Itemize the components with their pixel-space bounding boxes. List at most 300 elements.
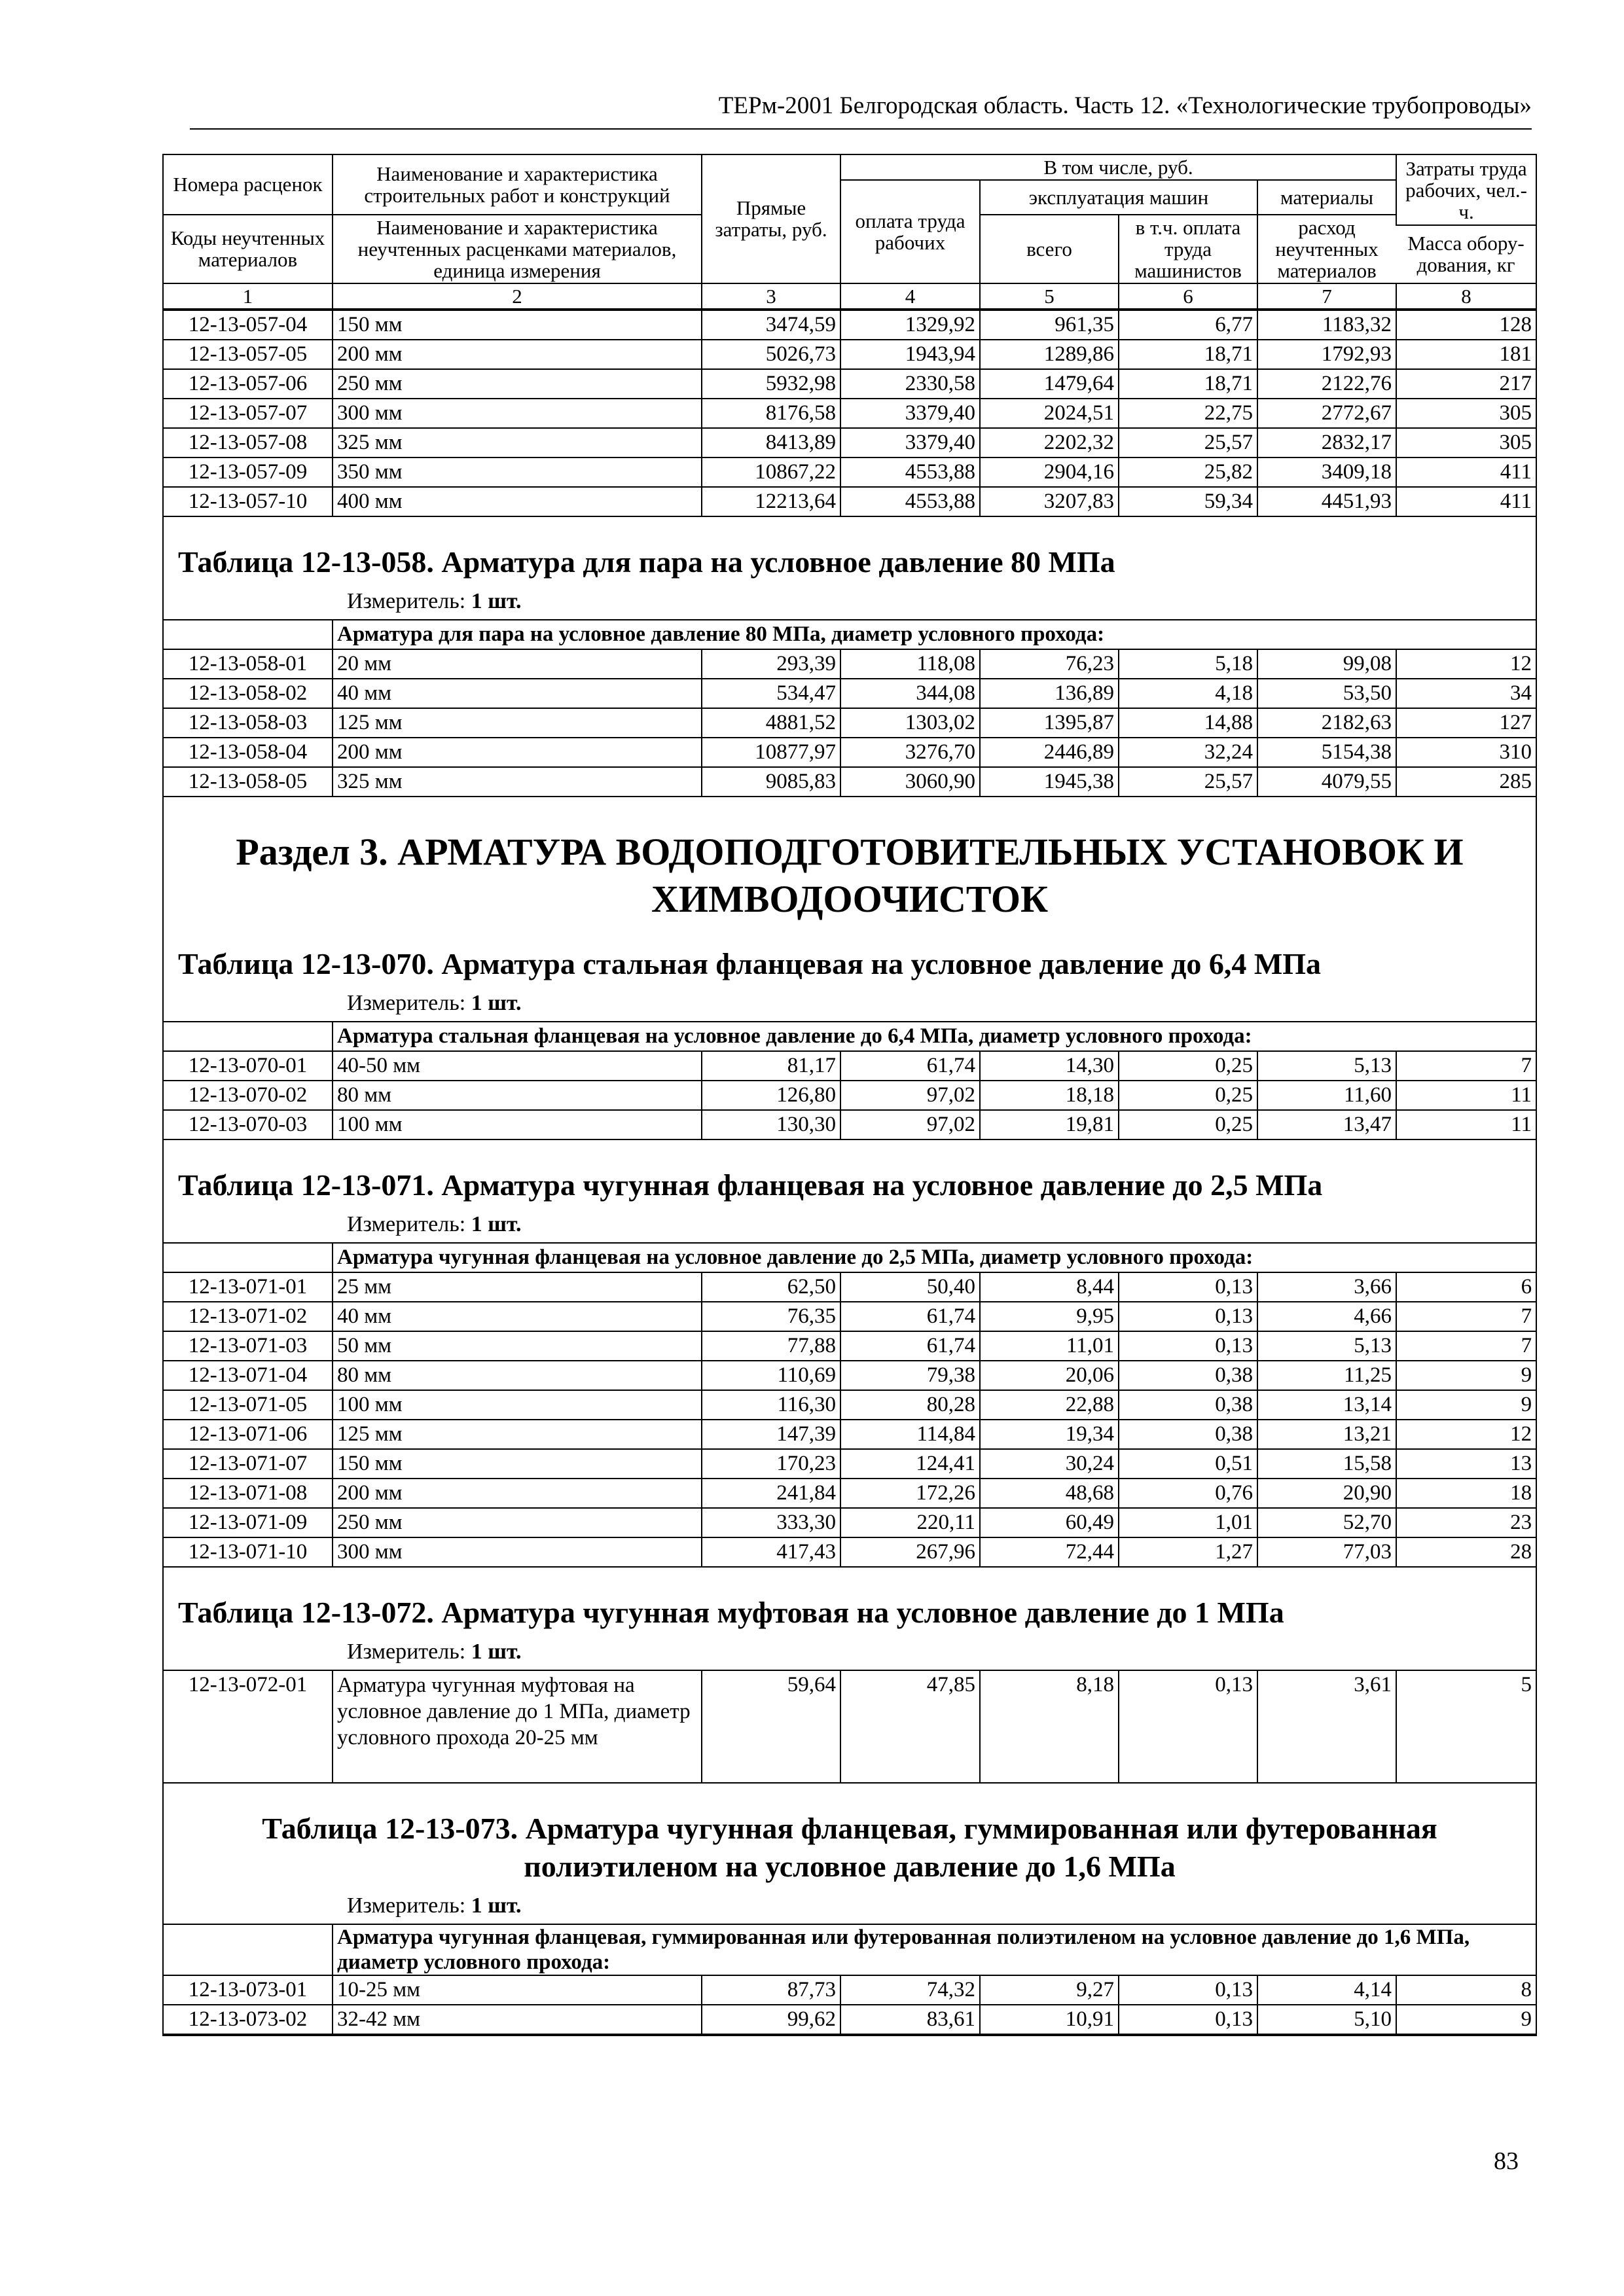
machinist-pay: 32,24: [1119, 738, 1257, 767]
labor-pay: 97,02: [840, 1081, 980, 1110]
rate-description: 32-42 мм: [333, 2005, 702, 2034]
column-number-row: [164, 283, 1536, 309]
labor-pay: 3379,40: [840, 428, 980, 457]
direct-costs: 77,88: [702, 1331, 840, 1361]
materials-cost: 3,61: [1257, 1670, 1396, 1783]
labor-hours: 9: [1396, 2005, 1536, 2034]
direct-costs: 130,30: [702, 1110, 840, 1139]
labor-hours: 5: [1396, 1670, 1536, 1783]
rate-description: 80 мм: [333, 1081, 702, 1110]
rate-code: 12-13-057-10: [164, 487, 333, 516]
subheader-row: [164, 1243, 1536, 1272]
machines-total: 18,18: [980, 1081, 1119, 1110]
section-3-title: Раздел 3. АРМАТУРА ВОДОПОДГОТОВИТЕЛЬНЫХ УСТАНОВОК И ХИМВОДООЧИСТОК: [236, 830, 1464, 920]
materials-cost: 4,66: [1257, 1302, 1396, 1331]
table-row: [164, 1331, 1536, 1361]
table-070: [164, 1021, 1536, 1140]
machinist-pay: 25,57: [1119, 428, 1257, 457]
labor-pay: 3379,40: [840, 399, 980, 428]
labor-pay: 50,40: [840, 1272, 980, 1302]
rate-code: 12-13-071-04: [164, 1361, 333, 1390]
labor-hours: 7: [1396, 1331, 1536, 1361]
materials-cost: 2832,17: [1257, 428, 1396, 457]
direct-costs: 10867,22: [702, 457, 840, 487]
direct-costs: 534,47: [702, 679, 840, 708]
labor-pay: 47,85: [840, 1670, 980, 1783]
machinist-pay: 0,25: [1119, 1110, 1257, 1139]
machines-total: 9,95: [980, 1302, 1119, 1331]
machines-total: 19,81: [980, 1110, 1119, 1139]
materials-cost: 13,47: [1257, 1110, 1396, 1139]
direct-costs: 8176,58: [702, 399, 840, 428]
direct-costs: 99,62: [702, 2005, 840, 2034]
measure-label: Измеритель:: [347, 1893, 466, 1918]
machinist-pay: 25,82: [1119, 457, 1257, 487]
machines-total: 961,35: [980, 310, 1119, 340]
machinist-pay: 4,18: [1119, 679, 1257, 708]
rate-code: 12-13-073-01: [164, 1975, 333, 2005]
measure-label: Измеритель:: [347, 990, 466, 1015]
table-073-title-line2: полиэтиленом на условное давление до 1,6 МПа: [524, 1849, 1176, 1883]
machinist-pay: 1,01: [1119, 1508, 1257, 1537]
machinist-pay: 0,38: [1119, 1420, 1257, 1449]
rate-code: 12-13-071-05: [164, 1390, 333, 1420]
labor-hours: 8: [1396, 1975, 1536, 2005]
column-number: 2: [333, 283, 702, 309]
rate-description: 200 мм: [333, 738, 702, 767]
page-number: 83: [1494, 2147, 1519, 2175]
machinist-pay: 0,13: [1119, 2005, 1257, 2034]
materials-cost: 2772,67: [1257, 399, 1396, 428]
machinist-pay: 0,13: [1119, 1975, 1257, 2005]
table-row: [164, 1670, 1536, 1783]
direct-costs: 3474,59: [702, 310, 840, 340]
machinist-pay: 0,25: [1119, 1051, 1257, 1081]
labor-hours: 23: [1396, 1508, 1536, 1537]
table-row: [164, 1081, 1536, 1110]
machines-total: 2446,89: [980, 738, 1119, 767]
direct-costs: 333,30: [702, 1508, 840, 1537]
table-row: [164, 767, 1536, 797]
table-row: [164, 428, 1536, 457]
labor-pay: 2330,58: [840, 369, 980, 399]
labor-hours: 9: [1396, 1361, 1536, 1390]
materials-cost: 1183,32: [1257, 310, 1396, 340]
machines-total: 2904,16: [980, 457, 1119, 487]
subheader-spacer: [164, 1924, 333, 1975]
direct-costs: 81,17: [702, 1051, 840, 1081]
rate-code: 12-13-071-09: [164, 1508, 333, 1537]
measure-label: Измеритель:: [347, 1639, 466, 1664]
machines-label: эксплуатация машин: [980, 180, 1257, 215]
rate-description: 300 мм: [333, 399, 702, 428]
machinist-pay: 6,77: [1119, 310, 1257, 340]
running-header: ТЕРм-2001 Белгородская область. Часть 12. «Технологические трубопроводы»: [190, 90, 1532, 130]
machinist-pay: 0,13: [1119, 1302, 1257, 1331]
materials-cost: 3,66: [1257, 1272, 1396, 1302]
direct-costs: 116,30: [702, 1390, 840, 1420]
labor-pay: 124,41: [840, 1449, 980, 1479]
machinist-pay: 22,75: [1119, 399, 1257, 428]
materials-cost: 99,08: [1257, 649, 1396, 679]
measure-value: 1 шт.: [471, 1211, 522, 1236]
machines-total: 8,44: [980, 1272, 1119, 1302]
rate-description: 300 мм: [333, 1537, 702, 1567]
table-row: [164, 1449, 1536, 1479]
rate-code: 12-13-071-10: [164, 1537, 333, 1567]
rate-code: 12-13-057-04: [164, 310, 333, 340]
direct-costs: 4881,52: [702, 708, 840, 738]
table-row: [164, 2005, 1536, 2034]
table-072-measure: [164, 1632, 1536, 1670]
direct-costs: 170,23: [702, 1449, 840, 1479]
labor-hours: 7: [1396, 1302, 1536, 1331]
direct-costs: 241,84: [702, 1479, 840, 1508]
rate-description: 125 мм: [333, 708, 702, 738]
rate-description: 350 мм: [333, 457, 702, 487]
table-row: [164, 1302, 1536, 1331]
column-number: 4: [840, 283, 980, 309]
subheader-text: Арматура чугунная фланцевая, гуммированная или футерованная полиэтиленом на условное давление до 1,6 МПа, диаметр условного прохода:: [333, 1924, 1536, 1975]
labor-pay: 267,96: [840, 1537, 980, 1567]
direct-costs: 62,50: [702, 1272, 840, 1302]
table-row: [164, 1110, 1536, 1139]
materials-cost: 20,90: [1257, 1479, 1396, 1508]
labor-pay: 61,74: [840, 1331, 980, 1361]
labor-hours: 305: [1396, 428, 1536, 457]
materials-cost: 4,14: [1257, 1975, 1396, 2005]
rate-code: 12-13-058-01: [164, 649, 333, 679]
machinist-pay: 1,27: [1119, 1537, 1257, 1567]
rate-description: 100 мм: [333, 1390, 702, 1420]
rate-description: 40-50 мм: [333, 1051, 702, 1081]
machinist-pay: 5,18: [1119, 649, 1257, 679]
column-number: 8: [1396, 283, 1536, 309]
col1-bottom-label: Коды неучтенных материалов: [164, 215, 333, 283]
table-071: [164, 1242, 1536, 1568]
column-number: 6: [1119, 283, 1257, 309]
labor-hours: 11: [1396, 1110, 1536, 1139]
rate-code: 12-13-058-03: [164, 708, 333, 738]
table-072-title: Таблица 12-13-072. Арматура чугунная муфтовая на условное давление до 1 МПа: [178, 1595, 1284, 1629]
rate-description: 250 мм: [333, 1508, 702, 1537]
materials-cost: 2182,63: [1257, 708, 1396, 738]
materials-cost: 15,58: [1257, 1449, 1396, 1479]
table-row: [164, 399, 1536, 428]
machinist-pay: 0,13: [1119, 1272, 1257, 1302]
labor-hours: 305: [1396, 399, 1536, 428]
materials-cost: 52,70: [1257, 1508, 1396, 1537]
table-row: [164, 708, 1536, 738]
labor-hours: 18: [1396, 1479, 1536, 1508]
labor-pay: 74,32: [840, 1975, 980, 2005]
machines-total: 1945,38: [980, 767, 1119, 797]
column-number: 1: [164, 283, 333, 309]
machines-total: 22,88: [980, 1390, 1119, 1420]
materials-cost: 5154,38: [1257, 738, 1396, 767]
col2-top-label: Наименование и характеристика строительных работ и конструкций: [333, 155, 702, 215]
rate-description: 10-25 мм: [333, 1975, 702, 2005]
rate-code: 12-13-071-07: [164, 1449, 333, 1479]
direct-costs: 110,69: [702, 1361, 840, 1390]
labor-hours: 9: [1396, 1390, 1536, 1420]
labor-pay: 3276,70: [840, 738, 980, 767]
machinist-pay: 14,88: [1119, 708, 1257, 738]
rate-description: 50 мм: [333, 1331, 702, 1361]
machinist-pay: 0,38: [1119, 1361, 1257, 1390]
labor-hours: 181: [1396, 340, 1536, 369]
machinist-pay: 0,13: [1119, 1331, 1257, 1361]
table-row: [164, 1508, 1536, 1537]
labor-hours: 12: [1396, 649, 1536, 679]
materials-cost: 5,10: [1257, 2005, 1396, 2034]
machines-total: 136,89: [980, 679, 1119, 708]
rate-description: 400 мм: [333, 487, 702, 516]
direct-costs: 9085,83: [702, 767, 840, 797]
materials-cost: 5,13: [1257, 1051, 1396, 1081]
rate-code: 12-13-070-03: [164, 1110, 333, 1139]
machines-total: 19,34: [980, 1420, 1119, 1449]
rate-code: 12-13-071-03: [164, 1331, 333, 1361]
machinist-pay: 25,57: [1119, 767, 1257, 797]
labor-pay: 344,08: [840, 679, 980, 708]
rate-code: 12-13-070-02: [164, 1081, 333, 1110]
machines-total: 2024,51: [980, 399, 1119, 428]
table-row: [164, 457, 1536, 487]
subheader-row: [164, 620, 1536, 649]
rate-code: 12-13-071-02: [164, 1302, 333, 1331]
machines-total-label: всего: [980, 215, 1119, 283]
rate-description: 325 мм: [333, 428, 702, 457]
materials-cost: 4079,55: [1257, 767, 1396, 797]
labor-pay: 4553,88: [840, 457, 980, 487]
table-row: [164, 310, 1536, 340]
materials-cost: 11,25: [1257, 1361, 1396, 1390]
materials-cost: 2122,76: [1257, 369, 1396, 399]
subheader-spacer: [164, 1243, 333, 1272]
direct-costs: 126,80: [702, 1081, 840, 1110]
machines-total: 14,30: [980, 1051, 1119, 1081]
table-row: [164, 649, 1536, 679]
machinist-pay: 59,34: [1119, 487, 1257, 516]
machines-total: 11,01: [980, 1331, 1119, 1361]
col3-label: Прямые затраты, руб.: [702, 155, 840, 283]
materials-cost: 13,21: [1257, 1420, 1396, 1449]
table-073: [164, 1924, 1536, 2035]
table-row: [164, 1272, 1536, 1302]
labor-hours: 217: [1396, 369, 1536, 399]
labor-hours: 310: [1396, 738, 1536, 767]
machines-total: 10,91: [980, 2005, 1119, 2034]
machines-total: 20,06: [980, 1361, 1119, 1390]
machinist-pay: 18,71: [1119, 369, 1257, 399]
table-070-measure: [164, 983, 1536, 1021]
machines-labor-label: в т.ч. оплата труда машинистов: [1119, 215, 1257, 283]
rate-code: 12-13-072-01: [164, 1670, 333, 1783]
table-row: [164, 1420, 1536, 1449]
col8-bottom-label: Масса обору- дования, кг: [1396, 225, 1536, 283]
direct-costs: 417,43: [702, 1537, 840, 1567]
rate-description: 20 мм: [333, 649, 702, 679]
table-071-title: Таблица 12-13-071. Арматура чугунная фланцевая на условное давление до 2,5 МПа: [178, 1168, 1323, 1202]
rate-description: 150 мм: [333, 1449, 702, 1479]
rate-description: 150 мм: [333, 310, 702, 340]
direct-costs: 59,64: [702, 1670, 840, 1783]
labor-pay: 61,74: [840, 1302, 980, 1331]
labor-pay: 172,26: [840, 1479, 980, 1508]
materials-cost: 13,14: [1257, 1390, 1396, 1420]
direct-costs: 8413,89: [702, 428, 840, 457]
rate-description: 80 мм: [333, 1361, 702, 1390]
rate-description: 40 мм: [333, 1302, 702, 1331]
labor-pay: 220,11: [840, 1508, 980, 1537]
machines-total: 76,23: [980, 649, 1119, 679]
document-frame: [162, 154, 1537, 2036]
labor-hours: 411: [1396, 487, 1536, 516]
direct-costs: 293,39: [702, 649, 840, 679]
table-073-measure: [164, 1886, 1536, 1924]
labor-hours: 128: [1396, 310, 1536, 340]
table-row: [164, 340, 1536, 369]
subheader-spacer: [164, 1022, 333, 1051]
machinist-pay: 0,76: [1119, 1479, 1257, 1508]
direct-costs: 5932,98: [702, 369, 840, 399]
table-row: [164, 1361, 1536, 1390]
machinist-pay: 0,25: [1119, 1081, 1257, 1110]
labor-hours: 13: [1396, 1449, 1536, 1479]
column-number: 3: [702, 283, 840, 309]
table-row: [164, 487, 1536, 516]
labor-pay: 79,38: [840, 1361, 980, 1390]
table-row: [164, 1390, 1536, 1420]
labor-label: оплата труда рабочих: [840, 180, 980, 283]
labor-pay: 1329,92: [840, 310, 980, 340]
table-row: [164, 679, 1536, 708]
rate-description: 125 мм: [333, 1420, 702, 1449]
rate-code: 12-13-070-01: [164, 1051, 333, 1081]
labor-pay: 1303,02: [840, 708, 980, 738]
col1-top-label: Номера расценок: [164, 155, 333, 215]
subheader-spacer: [164, 620, 333, 649]
rate-code: 12-13-071-06: [164, 1420, 333, 1449]
rate-code: 12-13-058-05: [164, 767, 333, 797]
rate-description: 325 мм: [333, 767, 702, 797]
materials-cost: 53,50: [1257, 679, 1396, 708]
col8-top-label: Затраты труда рабочих, чел.-ч.: [1396, 155, 1536, 225]
machines-total: 8,18: [980, 1670, 1119, 1783]
rate-code: 12-13-057-05: [164, 340, 333, 369]
subheader-text: Арматура для пара на условное давление 80 МПа, диаметр условного прохода:: [333, 620, 1536, 649]
machines-total: 2202,32: [980, 428, 1119, 457]
direct-costs: 76,35: [702, 1302, 840, 1331]
machines-total: 1289,86: [980, 340, 1119, 369]
rate-description: 200 мм: [333, 1479, 702, 1508]
direct-costs: 12213,64: [702, 487, 840, 516]
labor-hours: 127: [1396, 708, 1536, 738]
labor-pay: 80,28: [840, 1390, 980, 1420]
labor-pay: 118,08: [840, 649, 980, 679]
materials-bottom-label: расход неучтенных материалов: [1257, 215, 1396, 283]
included-label: В том числе, руб.: [840, 155, 1396, 180]
rate-description: 250 мм: [333, 369, 702, 399]
labor-hours: 34: [1396, 679, 1536, 708]
labor-pay: 114,84: [840, 1420, 980, 1449]
machines-total: 48,68: [980, 1479, 1119, 1508]
materials-cost: 3409,18: [1257, 457, 1396, 487]
labor-pay: 1943,94: [840, 340, 980, 369]
labor-hours: 411: [1396, 457, 1536, 487]
rate-code: 12-13-073-02: [164, 2005, 333, 2034]
table-058-measure: [164, 581, 1536, 619]
materials-cost: 77,03: [1257, 1537, 1396, 1567]
labor-hours: 12: [1396, 1420, 1536, 1449]
rate-code: 12-13-057-09: [164, 457, 333, 487]
rate-code: 12-13-057-08: [164, 428, 333, 457]
table-058-title: Таблица 12-13-058. Арматура для пара на условное давление 80 МПа: [178, 545, 1115, 579]
subheader-row: [164, 1022, 1536, 1051]
measure-value: 1 шт.: [471, 588, 522, 613]
labor-pay: 97,02: [840, 1110, 980, 1139]
rate-code: 12-13-058-04: [164, 738, 333, 767]
machines-total: 3207,83: [980, 487, 1119, 516]
labor-hours: 7: [1396, 1051, 1536, 1081]
rate-description: Арматура чугунная муфтовая на условное давление до 1 МПа, диаметр условного прохода 20-25 мм: [333, 1670, 702, 1783]
direct-costs: 147,39: [702, 1420, 840, 1449]
machines-total: 72,44: [980, 1537, 1119, 1567]
direct-costs: 10877,97: [702, 738, 840, 767]
measure-value: 1 шт.: [471, 1639, 522, 1664]
materials-label: материалы: [1257, 180, 1396, 215]
table-row: [164, 1537, 1536, 1567]
table-row: [164, 1051, 1536, 1081]
materials-cost: 5,13: [1257, 1331, 1396, 1361]
table-row: [164, 1975, 1536, 2005]
labor-pay: 4553,88: [840, 487, 980, 516]
machinist-pay: 0,51: [1119, 1449, 1257, 1479]
subheader-row: [164, 1924, 1536, 1975]
rate-description: 25 мм: [333, 1272, 702, 1302]
labor-pay: 83,61: [840, 2005, 980, 2034]
table-071-measure: [164, 1204, 1536, 1242]
rate-description: 200 мм: [333, 340, 702, 369]
rate-code: 12-13-057-07: [164, 399, 333, 428]
machines-total: 1479,64: [980, 369, 1119, 399]
column-number: 5: [980, 283, 1119, 309]
subheader-text: Арматура чугунная фланцевая на условное давление до 2,5 МПа, диаметр условного прохода:: [333, 1243, 1536, 1272]
measure-value: 1 шт.: [471, 1893, 522, 1918]
table-073-title-line1: Таблица 12-13-073. Арматура чугунная фланцевая, гуммированная или футерованная: [262, 1811, 1437, 1845]
machinist-pay: 0,13: [1119, 1670, 1257, 1783]
rate-code: 12-13-058-02: [164, 679, 333, 708]
table-row: [164, 738, 1536, 767]
table-070-title: Таблица 12-13-070. Арматура стальная фланцевая на условное давление до 6,4 МПа: [178, 946, 1322, 980]
machines-total: 9,27: [980, 1975, 1119, 2005]
measure-label: Измеритель:: [347, 588, 466, 613]
table-row: [164, 369, 1536, 399]
col2-bottom-label: Наименование и характеристика неучтенных расценками материалов, единица измерения: [333, 215, 702, 283]
materials-cost: 1792,93: [1257, 340, 1396, 369]
table-057-rows: [164, 310, 1536, 517]
table-row: [164, 1479, 1536, 1508]
column-header-table: [164, 155, 1536, 310]
table-072: [164, 1670, 1536, 1784]
materials-cost: 4451,93: [1257, 487, 1396, 516]
column-number: 7: [1257, 283, 1396, 309]
subheader-text: Арматура стальная фланцевая на условное давление до 6,4 МПа, диаметр условного прохода:: [333, 1022, 1536, 1051]
rate-code: 12-13-071-01: [164, 1272, 333, 1302]
measure-value: 1 шт.: [471, 990, 522, 1015]
rate-code: 12-13-071-08: [164, 1479, 333, 1508]
